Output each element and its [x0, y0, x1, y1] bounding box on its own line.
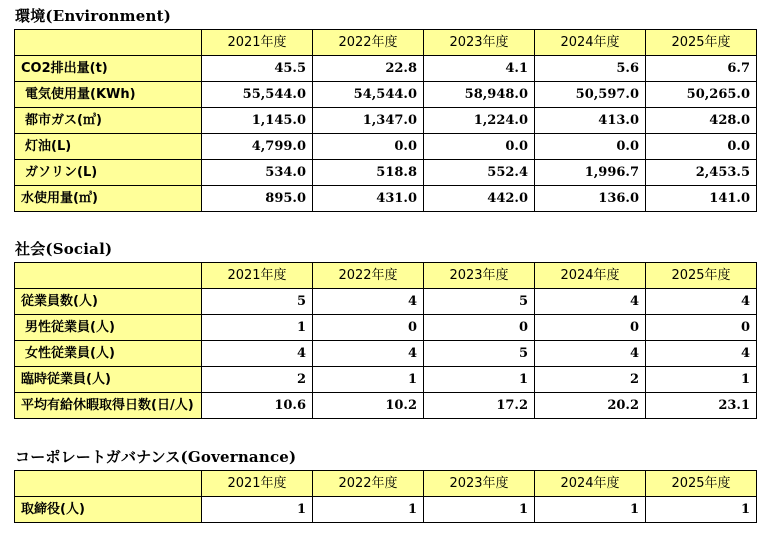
year-header: 2021年度: [202, 263, 313, 289]
row-label: 女性従業員(人): [15, 341, 202, 367]
value-cell: 4: [202, 341, 313, 367]
value-cell: 4: [535, 289, 646, 315]
value-cell: 0.0: [313, 134, 424, 160]
value-cell: 45.5: [202, 56, 313, 82]
value-cell: 6.7: [646, 56, 757, 82]
value-cell: 50,597.0: [535, 82, 646, 108]
year-header: 2023年度: [424, 263, 535, 289]
year-header: 2022年度: [313, 471, 424, 497]
value-cell: 5: [202, 289, 313, 315]
row-label: 都市ガス(㎥): [15, 108, 202, 134]
value-cell: 0.0: [424, 134, 535, 160]
value-cell: 5: [424, 289, 535, 315]
year-header: 2022年度: [313, 30, 424, 56]
table-header-row: [15, 263, 757, 289]
value-cell: 1: [535, 497, 646, 523]
value-cell: 1: [424, 367, 535, 393]
value-cell: 0.0: [535, 134, 646, 160]
value-cell: 4: [646, 341, 757, 367]
value-cell: 50,265.0: [646, 82, 757, 108]
value-cell: 1: [646, 367, 757, 393]
table-row: [15, 289, 757, 315]
value-cell: 552.4: [424, 160, 535, 186]
governance-title: コーポレートガバナンス(Governance): [15, 448, 297, 466]
row-label: 水使用量(㎥): [15, 186, 202, 212]
table-row: [15, 497, 757, 523]
value-cell: 4,799.0: [202, 134, 313, 160]
value-cell: 141.0: [646, 186, 757, 212]
value-cell: 2,453.5: [646, 160, 757, 186]
value-cell: 1,347.0: [313, 108, 424, 134]
value-cell: 0: [535, 315, 646, 341]
social-table: [14, 262, 757, 419]
value-cell: 22.8: [313, 56, 424, 82]
row-label: 男性従業員(人): [15, 315, 202, 341]
value-cell: 1,224.0: [424, 108, 535, 134]
row-label: CO2排出量(t): [15, 56, 202, 82]
value-cell: 2: [202, 367, 313, 393]
row-label: 臨時従業員(人): [15, 367, 202, 393]
value-cell: 17.2: [424, 393, 535, 419]
value-cell: 58,948.0: [424, 82, 535, 108]
value-cell: 0.0: [646, 134, 757, 160]
value-cell: 4: [313, 289, 424, 315]
year-header: 2024年度: [535, 263, 646, 289]
table-row: [15, 315, 757, 341]
value-cell: 413.0: [535, 108, 646, 134]
value-cell: 4.1: [424, 56, 535, 82]
header-corner-cell: [15, 30, 202, 56]
year-header: 2025年度: [646, 30, 757, 56]
environment-title: 環境(Environment): [15, 7, 172, 25]
value-cell: 4: [313, 341, 424, 367]
value-cell: 1: [313, 367, 424, 393]
value-cell: 5.6: [535, 56, 646, 82]
value-cell: 1: [646, 497, 757, 523]
table-row: [15, 56, 757, 82]
value-cell: 442.0: [424, 186, 535, 212]
value-cell: 10.2: [313, 393, 424, 419]
value-cell: 20.2: [535, 393, 646, 419]
value-cell: 10.6: [202, 393, 313, 419]
value-cell: 895.0: [202, 186, 313, 212]
value-cell: 0: [646, 315, 757, 341]
row-label: 灯油(L): [15, 134, 202, 160]
value-cell: 23.1: [646, 393, 757, 419]
value-cell: 518.8: [313, 160, 424, 186]
row-label: 平均有給休暇取得日数(日/人): [15, 393, 202, 419]
year-header: 2023年度: [424, 471, 535, 497]
year-header: 2022年度: [313, 263, 424, 289]
table-row: [15, 108, 757, 134]
value-cell: 136.0: [535, 186, 646, 212]
social-title: 社会(Social): [15, 240, 113, 258]
value-cell: 1: [313, 497, 424, 523]
environment-table: [14, 29, 757, 212]
row-label: 電気使用量(KWh): [15, 82, 202, 108]
value-cell: 431.0: [313, 186, 424, 212]
year-header: 2024年度: [535, 30, 646, 56]
value-cell: 0: [424, 315, 535, 341]
value-cell: 54,544.0: [313, 82, 424, 108]
row-label: ガソリン(L): [15, 160, 202, 186]
year-header: 2025年度: [646, 471, 757, 497]
value-cell: 428.0: [646, 108, 757, 134]
year-header: 2024年度: [535, 471, 646, 497]
governance-table: [14, 470, 757, 523]
value-cell: 1: [202, 315, 313, 341]
table-header-row: [15, 471, 757, 497]
table-row: [15, 393, 757, 419]
year-header: 2021年度: [202, 471, 313, 497]
year-header: 2025年度: [646, 263, 757, 289]
value-cell: 55,544.0: [202, 82, 313, 108]
value-cell: 534.0: [202, 160, 313, 186]
value-cell: 1,145.0: [202, 108, 313, 134]
value-cell: 0: [313, 315, 424, 341]
value-cell: 2: [535, 367, 646, 393]
value-cell: 1: [202, 497, 313, 523]
value-cell: 4: [646, 289, 757, 315]
table-row: [15, 134, 757, 160]
table-row: [15, 82, 757, 108]
table-row: [15, 367, 757, 393]
value-cell: 5: [424, 341, 535, 367]
value-cell: 1: [424, 497, 535, 523]
table-header-row: [15, 30, 757, 56]
year-header: 2021年度: [202, 30, 313, 56]
row-label: 従業員数(人): [15, 289, 202, 315]
table-row: [15, 160, 757, 186]
year-header: 2023年度: [424, 30, 535, 56]
table-row: [15, 186, 757, 212]
header-corner-cell: [15, 263, 202, 289]
row-label: 取締役(人): [15, 497, 202, 523]
value-cell: 4: [535, 341, 646, 367]
header-corner-cell: [15, 471, 202, 497]
value-cell: 1,996.7: [535, 160, 646, 186]
table-row: [15, 341, 757, 367]
